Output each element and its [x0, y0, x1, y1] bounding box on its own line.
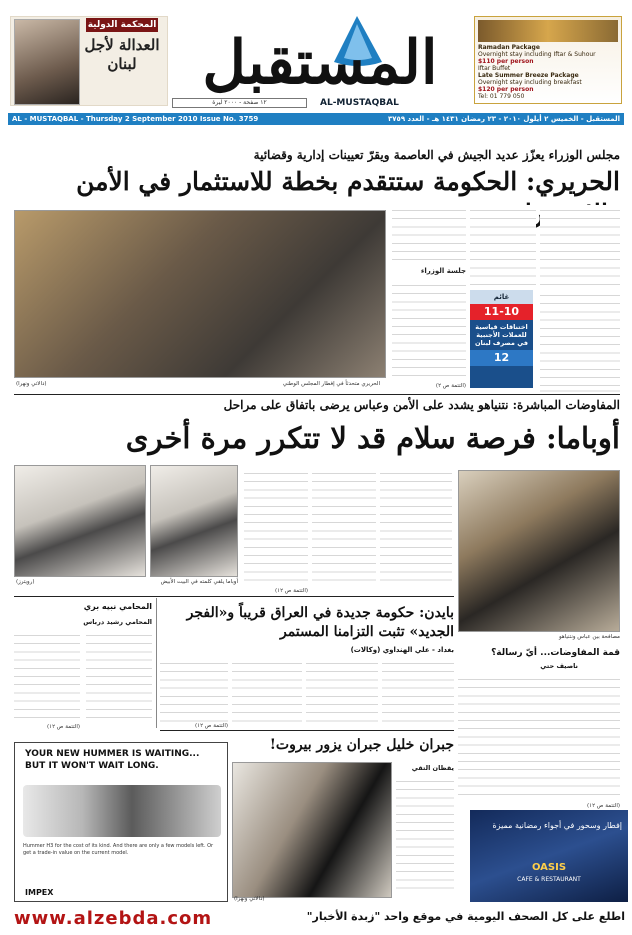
tribunal-slogan: العدالة لأجل لبنان [84, 36, 160, 73]
oasis-ad-text: إفطار وسحور في أجواء رمضانية مميزة [492, 821, 622, 830]
ad-brand: IMPEX [25, 888, 54, 897]
issue-info-latin: AL - MUSTAQBAL - Thursday 2 September 2010 Issue No. 3759 [12, 115, 259, 123]
weather-temp-2: 12 [470, 350, 533, 366]
ad-headline: YOUR NEW HUMMER IS WAITING... [25, 749, 200, 759]
oasis-ad-name: OASIS [531, 862, 567, 873]
story1-text-col-b [392, 205, 466, 263]
story1-photo [14, 210, 386, 378]
car-advert[interactable] [14, 742, 228, 902]
hotel-promo-ad[interactable] [474, 16, 622, 104]
story3-continued[interactable]: (التتمة ص ١٢) [194, 723, 228, 729]
story1-text-col-c [392, 280, 466, 380]
car-image [23, 785, 221, 837]
story3-text-col-a [160, 658, 228, 722]
story4-text [396, 776, 454, 896]
column-continued[interactable]: (التتمة ص ١٢) [46, 724, 80, 730]
story1-photo-caption: الحريري متحدثاً في إفطار المجلس الوطني [282, 381, 380, 387]
story2-photo-credit: (رويترز) [16, 579, 35, 585]
story2-continued[interactable]: (التتمة ص ١٢) [274, 588, 308, 594]
story1-continued[interactable]: (التتمة ص ٢) [435, 383, 466, 389]
story2-headline[interactable]: أوباما: فرصة سلام قد لا تتكرر مرة أخرى [125, 421, 620, 455]
story2-photo-handshake [458, 470, 620, 632]
story4-photo [232, 762, 392, 898]
footer-promo[interactable]: اطلع على كل الصحف اليومية في موقع واحد "زبدة الأخبار" [306, 910, 625, 923]
story4-headline[interactable]: جبران خليل جبران يزور بيروت! [269, 737, 454, 753]
promo-line: $110 per person [478, 58, 534, 65]
logo-arabic: المستقبل [202, 28, 438, 98]
column-text-col-a [14, 630, 80, 722]
tribunal-label: المحكمة الدولية [87, 20, 157, 30]
story2-photo2-caption: مصافحة بين عباس ونتنياهو [558, 634, 620, 640]
promo-line: Tel: 01 779 050 [478, 93, 525, 100]
site-watermark[interactable]: www.alzebda.com [14, 908, 213, 929]
story2-text-col-b [312, 468, 376, 586]
ad-subline: BUT IT WON'T WAIT LONG. [25, 761, 159, 771]
divider [14, 394, 620, 395]
oasis-ad-sub: CAFE & RESTAURANT [517, 876, 581, 883]
story3-text-col-b [232, 658, 302, 722]
story2-photo-caption: أوباما يلقي كلمته في البيت الأبيض [160, 579, 238, 585]
story3-text-col-c [306, 658, 378, 722]
weather-temp-1: 11-10 [470, 304, 533, 320]
story1-text-col-e [540, 290, 620, 390]
story1-headline[interactable]: الحريري: الحكومة ستتقدم بخطة للاستثمار في الأمن [76, 167, 620, 196]
restaurant-advert[interactable] [470, 810, 628, 902]
divider [156, 598, 157, 728]
story3-text-col-d [382, 658, 454, 722]
promo-line: Ramadan Package [478, 44, 540, 51]
weather-title: غائم [470, 290, 533, 304]
story2-text-col-a [244, 468, 308, 586]
story3-byline: بغداد - علي الهنداوي (وكالات) [350, 646, 454, 654]
story2-photo-summit [14, 465, 146, 577]
ad-fine-print: Hummer H3 for the cost of its kind. And there are only a few models left. Or get a trade-in value on the current model. [23, 843, 214, 856]
story2-text-col-c [380, 468, 452, 586]
column-text-col-b [86, 630, 152, 722]
divider [160, 730, 454, 731]
promo-line: Overnight stay including breakfast [478, 79, 582, 86]
portrait-photo [14, 19, 80, 105]
column-author: المحامي رشيد درباس [83, 618, 152, 626]
story2-kicker: المفاوضات المباشرة: نتنياهو يشدد على الأمن وعباس يرضى باتفاق على مراحل [223, 398, 620, 412]
story1-text-col-d [470, 205, 536, 285]
promo-line: Iftar Buffet [478, 65, 511, 72]
issue-info-arabic: المستقبل - الخميس ٢ أيلول ٢٠١٠ - ٢٣ رمضان ١٤٣١ هـ - العدد ٣٧٥٩ [388, 115, 620, 123]
promo-line: Late Summer Breeze Package [478, 72, 579, 79]
story3-headline[interactable]: بايدن: حكومة جديدة في العراق قريباً و«الفجر الجديد» تثبت التزامنا المستمر [186, 605, 454, 640]
weather-box [470, 290, 533, 388]
analysis-text [458, 674, 620, 802]
story1-kicker: مجلس الوزراء يعزّز عديد الجيش في العاصمة ويقرّ تعيينات إدارية وقضائية [253, 148, 620, 162]
story4-photo-credit: (دالاتي ونهرا) [234, 896, 265, 902]
story1-subhead: جلسة الوزراء [420, 267, 466, 275]
newspaper-logo [170, 10, 470, 108]
price-strip: ١٢ صفحة - ٢٠٠٠ ليرة [172, 98, 307, 108]
divider [14, 596, 454, 597]
story4-byline: يقظان التقي [411, 764, 454, 772]
weather-text: اختناقات قياسية للعملات الأجنبية في مصرف لبنان [474, 323, 529, 347]
masthead [0, 0, 632, 112]
promo-line: Overnight stay including Iftar & Suhour [478, 51, 596, 58]
story1-photo-credit: (دالاتي ونهرا) [16, 381, 47, 387]
ship-image [478, 20, 618, 42]
story2-photo-podium [150, 465, 238, 577]
analysis-continued[interactable]: (التتمة ص ١٢) [586, 803, 620, 809]
column-title[interactable]: المحامي نبيه بري [83, 602, 152, 611]
analysis-title[interactable]: قمة المفاوضات... أيّ رسالة؟ [491, 648, 620, 658]
promo-line: $120 per person [478, 86, 534, 93]
analysis-author: ناصيف حتي [540, 662, 578, 670]
logo-latin: AL-MUSTAQBAL [320, 98, 399, 108]
